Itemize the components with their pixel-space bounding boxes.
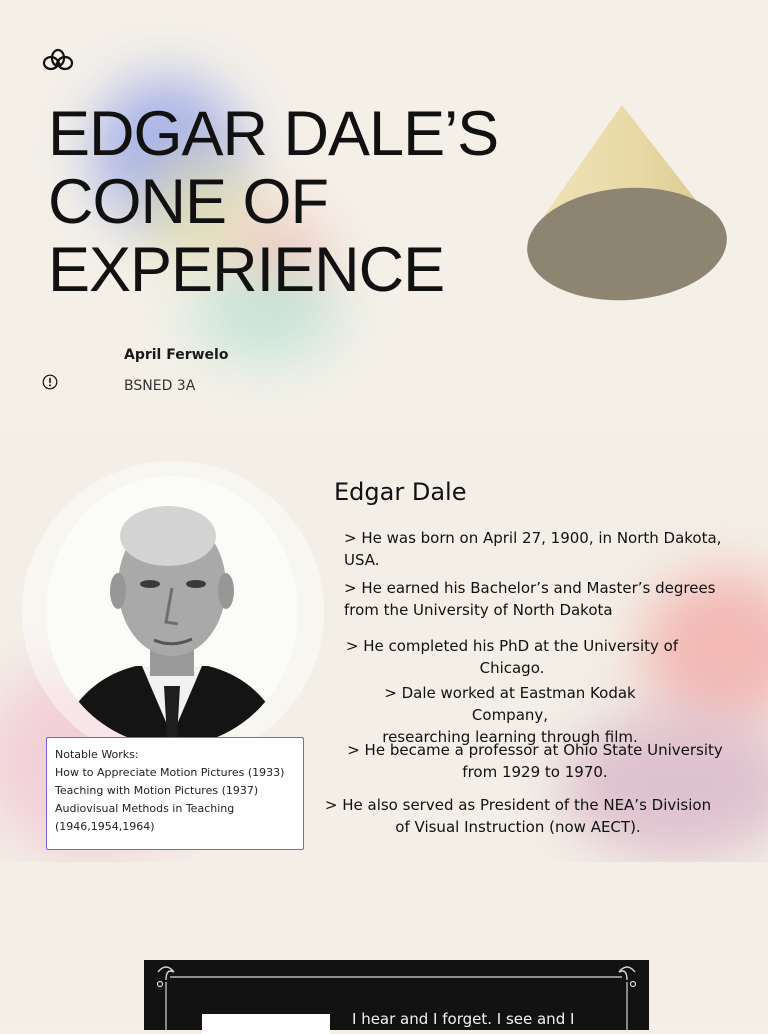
cone-3d-icon	[524, 102, 730, 304]
fact-line: of Visual Instruction (now AECT).	[395, 818, 641, 836]
fact-line: > Dale worked at Eastman Kodak Company,	[384, 684, 636, 724]
section-label: BSNED 3A	[124, 378, 196, 394]
section-heading: Edgar Dale	[334, 478, 467, 506]
fact-line: > He became a professor at Ohio State University	[347, 741, 723, 759]
fact-paragraph	[344, 577, 744, 621]
fact-line: > He was born on April 27, 1900, in North Dakota,	[344, 529, 722, 547]
flower-logo-icon	[42, 47, 74, 75]
notable-work-item: (1946,1954,1964)	[55, 820, 155, 833]
fact-paragraph	[344, 527, 744, 571]
fact-line: from the University of North Dakota	[344, 601, 613, 619]
fact-line: > He also served as President of the NEA’s Division	[324, 796, 712, 814]
title-slide	[0, 0, 768, 430]
fact-paragraph	[344, 739, 726, 783]
notable-works-label: Notable Works:	[55, 748, 139, 761]
fact-line: > He earned his Bachelor’s and Master’s degrees	[344, 579, 716, 597]
quote-text: I hear and I forget. I see and I	[352, 1010, 575, 1028]
image-placeholder	[202, 1014, 330, 1034]
author-name: April Ferwelo	[124, 347, 229, 363]
portrait-illustration	[46, 476, 298, 746]
portrait-photo	[46, 476, 298, 746]
notable-work-item: Audiovisual Methods in Teaching	[55, 802, 235, 815]
fact-line: USA.	[344, 551, 380, 569]
notable-work-item: Teaching with Motion Pictures (1937)	[55, 784, 259, 797]
info-circle-icon	[42, 374, 58, 390]
fact-paragraph	[322, 794, 714, 838]
notable-work-item: How to Appreciate Motion Pictures (1933)	[55, 766, 285, 779]
page-title	[48, 100, 498, 304]
fact-line: Chicago.	[479, 659, 545, 677]
title-line: EDGAR DALE’S	[48, 99, 499, 169]
fact-paragraph	[344, 635, 680, 679]
fact-line: from 1929 to 1970.	[462, 763, 608, 781]
notable-works-box	[46, 737, 304, 850]
title-line: EXPERIENCE	[48, 235, 445, 305]
fact-line: researching learning through film.	[382, 728, 638, 746]
fact-line: > He completed his PhD at the University of	[345, 637, 679, 655]
title-line: CONE OF	[48, 167, 329, 237]
